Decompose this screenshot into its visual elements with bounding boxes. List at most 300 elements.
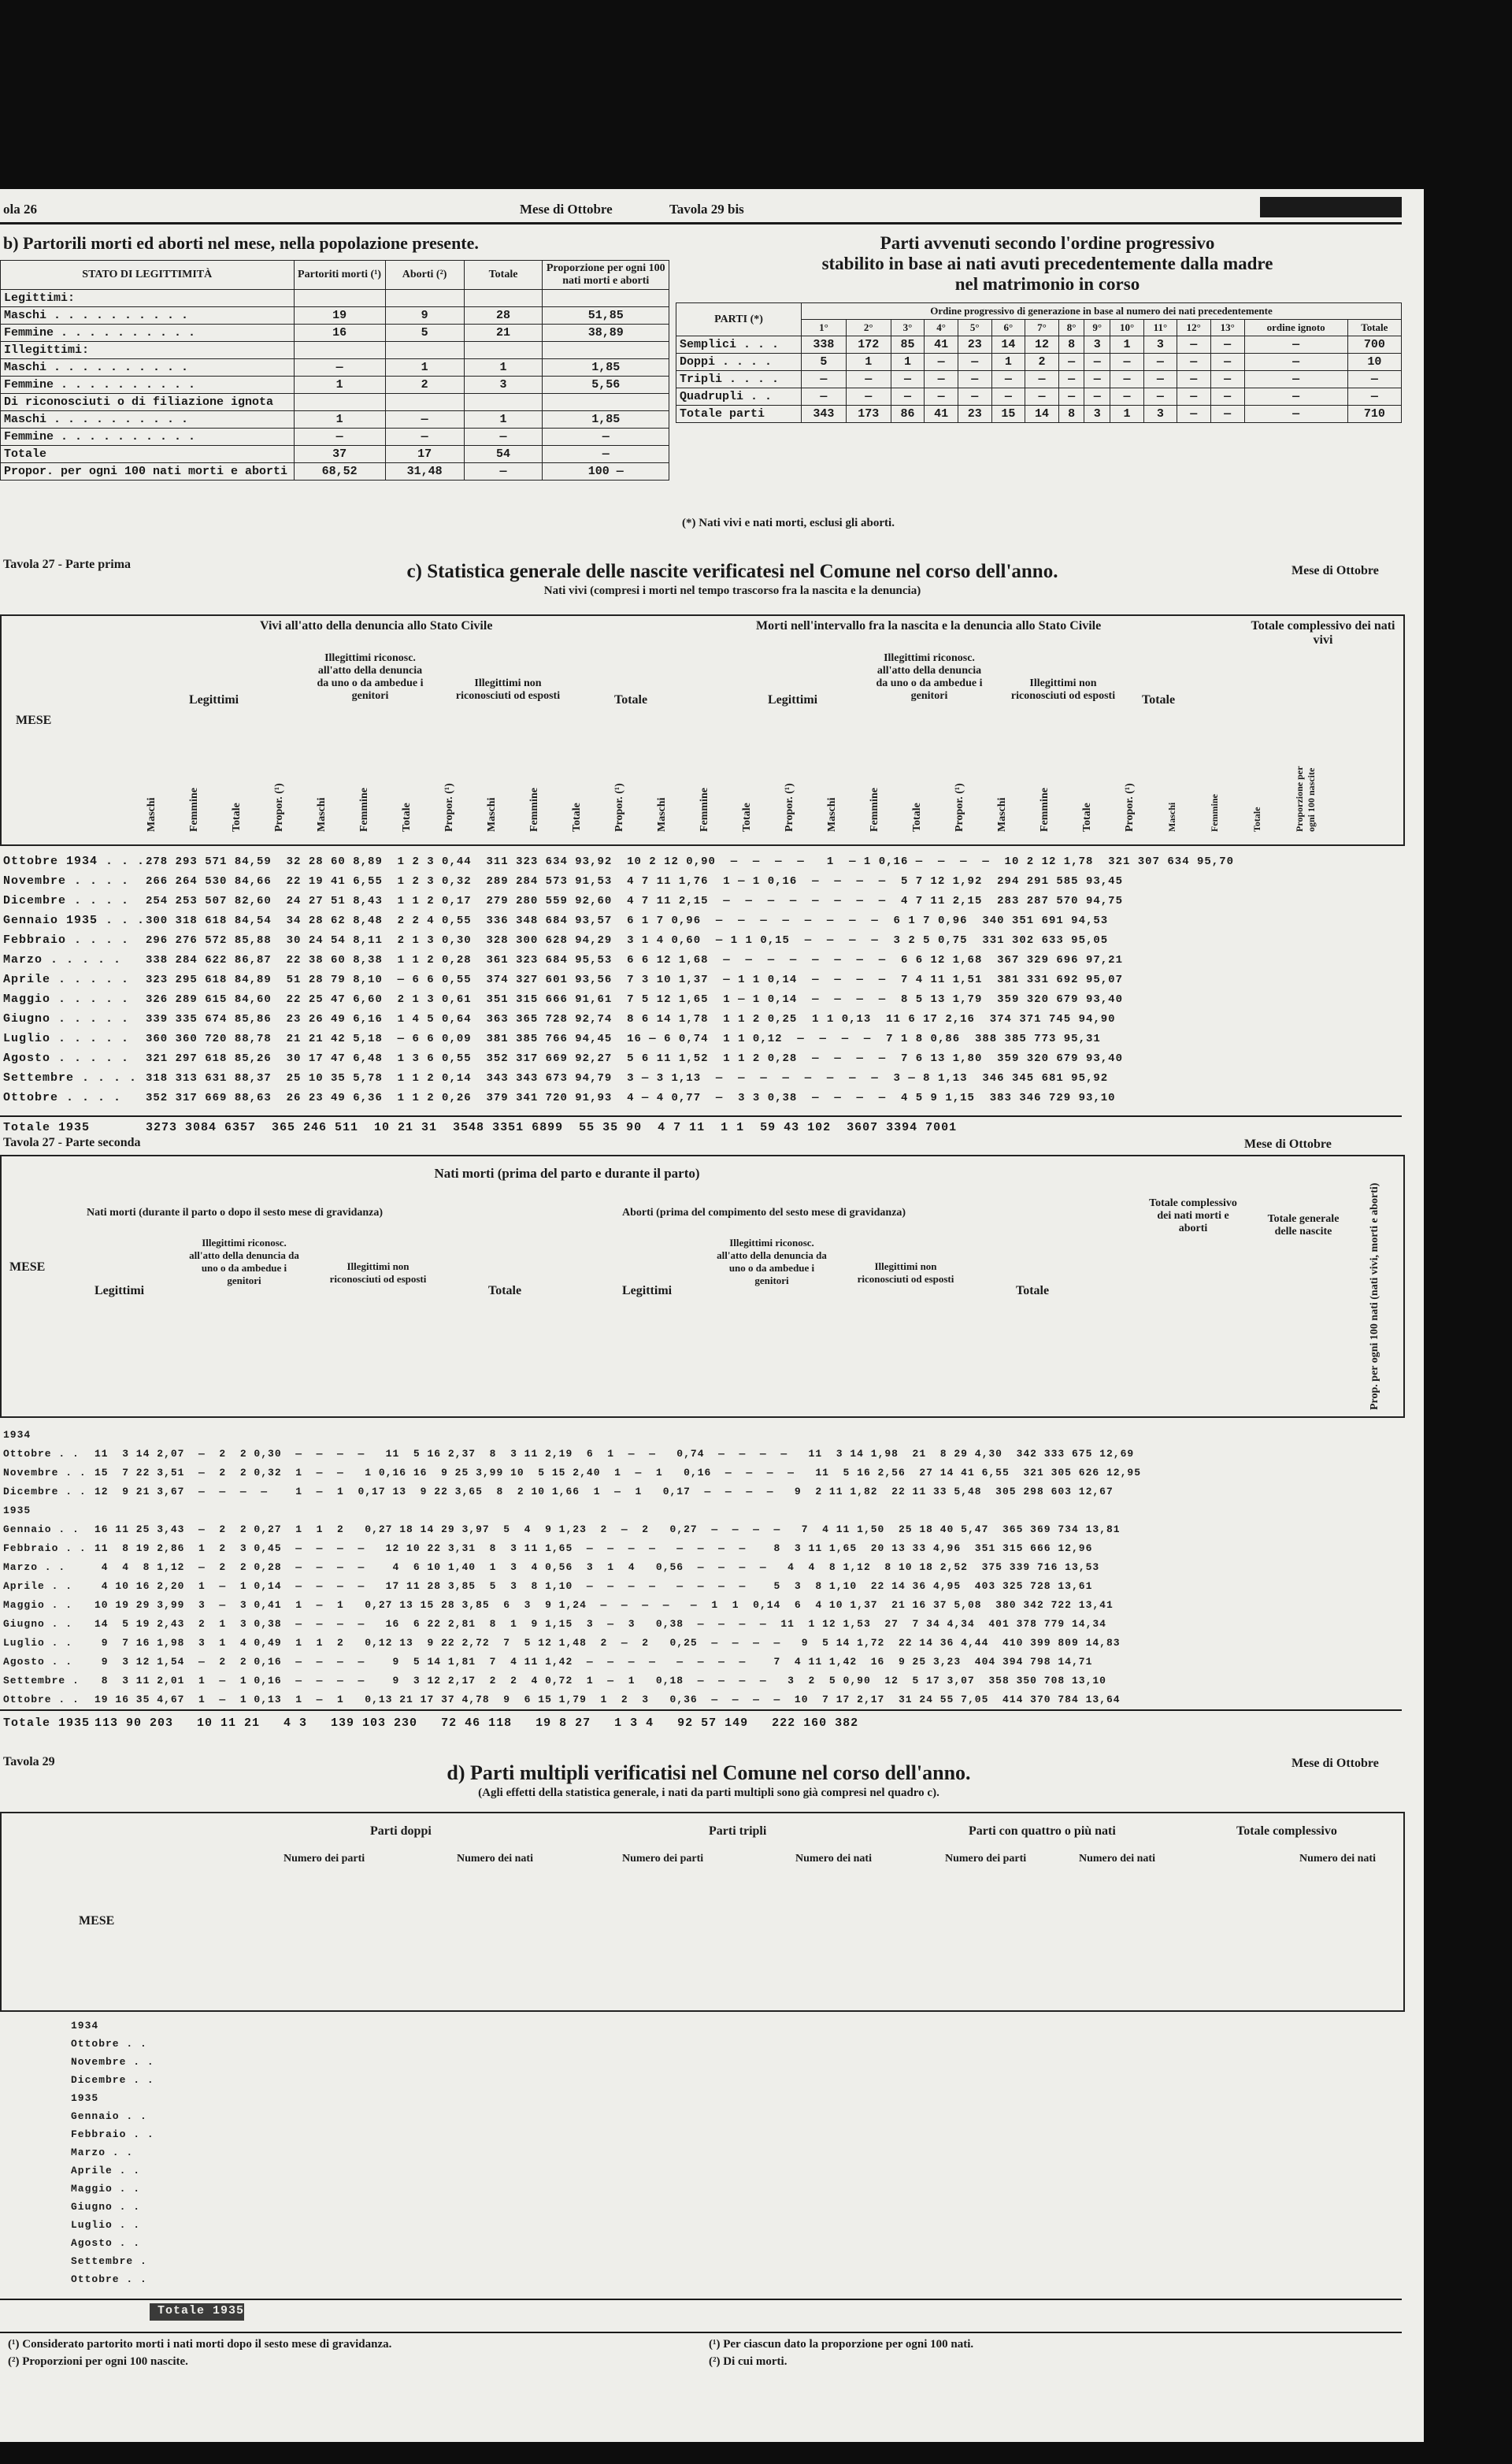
table-row	[0, 931, 1402, 951]
c-group-totale: Totale complessivo dei nati vivi	[1251, 619, 1395, 647]
table-row	[1, 325, 669, 342]
c-mese-label: MESE	[16, 714, 52, 727]
row-label: Illegittimi:	[1, 342, 295, 359]
row-label: Agosto . .	[3, 1656, 73, 1668]
parti-title-3: nel matrimonio in corso	[954, 274, 1140, 294]
row-label: Agosto . .	[71, 2237, 141, 2249]
table-cell: 86	[891, 406, 925, 423]
row-values: 10 19 29 3,99 3 — 3 0,41 1 — 1 0,27 13 15 28 3,85 6 3 9 1,24 — — — — — 1 1 0,14 6 4 10 1,37 21 16 37 5,08 380 342 722 13,41	[94, 1599, 1114, 1611]
table-cell	[385, 290, 464, 307]
table-cell: 100 —	[543, 463, 669, 481]
c-sub-legittimi: Legittimi	[189, 693, 239, 707]
table-cell: 343	[802, 406, 847, 423]
section-b-table	[0, 260, 669, 481]
c2-sub-legittimi: Legittimi	[94, 1284, 145, 1297]
table-row	[0, 1634, 1402, 1653]
table-row	[676, 354, 1402, 371]
table-row	[0, 2017, 1402, 2035]
table-cell	[464, 394, 543, 411]
table-cell: —	[991, 388, 1025, 406]
leaf-header: Totale	[1081, 803, 1093, 832]
row-values: 9 7 16 1,98 3 1 4 0,49 1 1 2 0,12 13 9 22 2,72 7 5 12 1,48 2 — 2 0,25 — — — — 9 5 14 1,72 22 14 36 4,44 410 399 809 14,83	[94, 1637, 1121, 1649]
leaf-header: Totale	[571, 803, 583, 832]
d-sub-num-nati-4: Numero dei nati	[1299, 1853, 1376, 1865]
row-label: Aprile . .	[3, 1580, 73, 1592]
table-cell: —	[991, 371, 1025, 388]
parti-title-1: Parti avvenuti secondo l'ordine progressivo	[880, 233, 1215, 253]
table-cell: 173	[846, 406, 891, 423]
leaf-header: Femmine	[699, 788, 710, 832]
table-row	[0, 1464, 1402, 1482]
table-cell: —	[1177, 371, 1210, 388]
row-label: Maschi . . . . . . . . . .	[1, 359, 295, 377]
leaf-header: Femmine	[1039, 788, 1051, 832]
column-header: 5°	[958, 320, 991, 336]
d-sub-num-nati-2: Numero dei nati	[795, 1853, 872, 1865]
row-values: 11 8 19 2,86 1 2 3 0,45 — — — — 12 10 22 3,31 8 3 11 1,65 — — — — — — — — 8 3 11 1,65 20 13 33 4,96 351 315 666 12,96	[94, 1542, 1093, 1554]
table-cell	[543, 290, 669, 307]
row-label: Quadrupli . .	[676, 388, 802, 406]
table-row	[0, 1426, 1402, 1445]
c-total-values: 3273 3084 6357 365 246 511 10 21 31 3548 3351 6899 55 35 90 4 7 11 1 1 59 43 102 3607 3394 7001	[146, 1121, 958, 1134]
row-label: 1934	[71, 2020, 99, 2032]
table-row	[0, 1653, 1402, 1672]
table-cell: —	[1144, 371, 1177, 388]
parti-title-2: stabilito in base ai nati avuti precedentemente dalla madre	[821, 254, 1273, 273]
row-label: Febbraio . .	[3, 1542, 87, 1554]
row-label: Doppi . . . .	[676, 354, 802, 371]
table-cell	[294, 290, 385, 307]
table-row	[1, 463, 669, 481]
row-label: Agosto . . . . .	[3, 1052, 130, 1065]
leaf-header: Proporzione per ogni 100 nascite	[1294, 766, 1317, 832]
row-values: 338 284 622 86,87 22 38 60 8,38 1 1 2 0,28 361 323 684 95,53 6 6 12 1,68 — — — — — — — — 6 6 12 1,68 367 329 696 97,21	[146, 954, 1123, 967]
d-group-totale: Totale complessivo	[1236, 1824, 1337, 1838]
table-cell: —	[1110, 354, 1144, 371]
c-total-rule	[0, 1115, 1402, 1117]
row-label: Dicembre . . . .	[3, 894, 130, 907]
table-row	[0, 2270, 1402, 2288]
table-cell: 1	[1110, 336, 1144, 354]
row-label: 1935	[3, 1505, 32, 1516]
row-label: Novembre . .	[71, 2056, 154, 2068]
table-row	[1, 394, 669, 411]
table-row	[0, 1501, 1402, 1520]
table-row	[0, 1089, 1402, 1108]
row-label: Giugno . . . . .	[3, 1012, 130, 1026]
row-values: 352 317 669 88,63 26 23 49 6,36 1 1 2 0,26 379 341 720 91,93 4 — 4 0,77 — 3 3 0,38 — — — — 4 5 9 1,15 383 346 729 93,10	[146, 1092, 1116, 1104]
footnote-left-1: (¹) Considerato partorito morti i nati morti dopo il sesto mese di gravidanza.	[8, 2338, 392, 2351]
table-row	[1, 290, 669, 307]
row-values: 360 360 720 88,78 21 21 42 5,18 — 6 6 0,09 381 385 766 94,45 16 — 6 0,74 1 1 0,12 — — — — 7 1 8 0,86 388 385 773 95,31	[146, 1033, 1101, 1045]
row-values: 4 4 8 1,12 — 2 2 0,28 — — — — 4 6 10 1,40 1 3 4 0,56 3 1 4 0,56 — — — — 4 4 8 1,12 8 10 18 2,52 375 339 716 13,53	[94, 1561, 1100, 1573]
table-row	[0, 1596, 1402, 1615]
row-label: Propor. per ogni 100 nati morti e aborti	[1, 463, 295, 481]
c-leaf-headers	[146, 756, 1402, 835]
table-row	[1, 377, 669, 394]
table-cell: —	[1210, 336, 1244, 354]
row-values: 323 295 618 84,89 51 28 79 8,10 — 6 6 0,55 374 327 601 93,56 7 3 10 1,37 — 1 1 0,14 — — — — 7 4 11 1,51 381 331 692 95,07	[146, 974, 1123, 986]
table-cell: —	[1210, 371, 1244, 388]
row-label: Tripli . . . .	[676, 371, 802, 388]
table-row	[0, 1558, 1402, 1577]
table-cell: —	[1210, 406, 1244, 423]
leaf-header: Femmine	[358, 788, 370, 832]
table-cell: 1	[991, 354, 1025, 371]
table-row	[676, 406, 1402, 423]
table-row	[0, 1690, 1402, 1709]
table-row	[0, 970, 1402, 990]
table-cell: 10	[1347, 354, 1401, 371]
row-values: 11 3 14 2,07 — 2 2 0,30 — — — — 11 5 16 2,37 8 3 11 2,19 6 1 — — 0,74 — — — — 11 3 14 1,98 21 8 29 4,30 342 333 675 12,69	[94, 1448, 1135, 1460]
table-cell: —	[1058, 354, 1084, 371]
column-header: 8°	[1058, 320, 1084, 336]
column-header: 1°	[802, 320, 847, 336]
table-cell: —	[1144, 388, 1177, 406]
c2-group-aborti: Aborti (prima del compimento del sesto mese di gravidanza)	[622, 1207, 906, 1219]
row-values: 300 318 618 84,54 34 28 62 8,48 2 2 4 0,55 336 348 684 93,57 6 1 7 0,96 — — — — — — — — 6 1 7 0,96 340 351 691 94,53	[146, 915, 1109, 927]
column-header: 4°	[925, 320, 958, 336]
section-d-month: Mese di Ottobre	[1292, 1757, 1379, 1770]
table-row	[0, 2143, 1402, 2162]
table-cell: 1	[294, 411, 385, 429]
column-header: 3°	[891, 320, 925, 336]
table-cell: —	[1110, 388, 1144, 406]
c2-group-generale: Totale generale delle nascite	[1267, 1213, 1340, 1238]
table-row	[0, 2234, 1402, 2252]
c-sub-ill-non-morti: Illegittimi non riconosciuti od esposti	[1010, 677, 1116, 702]
table-cell: 15	[991, 406, 1025, 423]
c-group-vivi: Vivi all'atto della denuncia allo Stato Civile	[260, 619, 493, 633]
table-cell: —	[802, 388, 847, 406]
leaf-header: Maschi	[656, 797, 668, 832]
column-header: 9°	[1084, 320, 1110, 336]
leaf-header: Maschi	[1166, 802, 1177, 832]
table-cell: 14	[991, 336, 1025, 354]
row-values: 326 289 615 84,60 22 25 47 6,60 2 1 3 0,61 351 315 666 91,61 7 5 12 1,65 1 — 1 0,14 — — — — 8 5 13 1,79 359 320 679 93,40	[146, 993, 1123, 1006]
table-cell: —	[958, 354, 991, 371]
header-table-ref: Tavola 29 bis	[669, 202, 744, 217]
section-d-subtitle: (Agli effetti della statistica generale, i nati da parti multipli sono già compresi nel quadro c).	[478, 1787, 939, 1799]
row-label: Settembre . . . .	[3, 1071, 138, 1085]
table-cell: 172	[846, 336, 891, 354]
leaf-header: Propor. (¹)	[954, 783, 965, 832]
table-cell: —	[802, 371, 847, 388]
table-cell: —	[1110, 371, 1144, 388]
row-label: Aprile . . . . .	[3, 973, 130, 986]
column-header: 10°	[1110, 320, 1144, 336]
leaf-header: Totale	[231, 803, 243, 832]
table-row	[0, 2216, 1402, 2234]
table-row	[0, 1520, 1402, 1539]
footnote-right-2: (²) Di cui morti.	[709, 2355, 788, 2368]
table-cell: —	[1058, 388, 1084, 406]
col-aborti: Aborti (²)	[385, 261, 464, 290]
table-cell: —	[1210, 354, 1244, 371]
d-sub-num-nati-1: Numero dei nati	[457, 1853, 533, 1865]
section-b-title: b) Partorili morti ed aborti nel mese, nella popolazione presente.	[3, 233, 479, 253]
table-cell: 31,48	[385, 463, 464, 481]
table-row	[0, 2180, 1402, 2198]
c-sub-totale-morti: Totale	[1142, 693, 1176, 707]
row-label: Novembre . . . .	[3, 874, 130, 888]
table-row	[0, 2252, 1402, 2270]
c2-group-prop: Prop. per ogni 100 nati (nati vivi, morti e aborti)	[1369, 1182, 1380, 1410]
table-cell	[385, 394, 464, 411]
c-total-label: Totale 1935	[3, 1121, 91, 1134]
table-cell: 1	[294, 377, 385, 394]
leaf-header: Femmine	[869, 788, 880, 832]
leaf-header: Totale	[911, 803, 923, 832]
c-sub-totale: Totale	[614, 693, 648, 707]
leaf-header: Femmine	[528, 788, 540, 832]
table-cell: 1,85	[543, 359, 669, 377]
c2-sub-ill-ric: Illegittimi riconosc. all'atto della denuncia da uno o da ambedue i genitori	[189, 1237, 299, 1286]
parti-table	[676, 302, 1402, 423]
table-cell: —	[1244, 388, 1347, 406]
leaf-header: Totale	[1251, 807, 1262, 832]
table-cell: 68,52	[294, 463, 385, 481]
table-cell: 3	[464, 377, 543, 394]
row-values: 8 3 11 2,01 1 — 1 0,16 — — — — 9 3 12 2,17 2 2 4 0,72 1 — 1 0,18 — — — — 3 2 5 0,90 12 5 17 3,07 358 350 708 13,10	[94, 1675, 1106, 1687]
row-label: Ottobre . .	[3, 1694, 80, 1705]
row-label: Novembre . .	[3, 1467, 87, 1479]
row-label: Dicembre . .	[3, 1486, 87, 1497]
footnote-right-1: (¹) Per ciascun dato la proporzione per ogni 100 nati.	[709, 2338, 974, 2351]
leaf-header: Maschi	[826, 797, 838, 832]
row-label: Marzo . .	[71, 2147, 134, 2158]
table-cell: 51,85	[543, 307, 669, 325]
table-row	[1, 359, 669, 377]
c2-group-totale: Totale complessivo dei nati morti e aborti	[1149, 1197, 1237, 1234]
table-cell: —	[1210, 388, 1244, 406]
table-cell	[294, 394, 385, 411]
table-cell: —	[1084, 388, 1110, 406]
table-cell: 41	[925, 406, 958, 423]
row-values: 266 264 530 84,66 22 19 41 6,55 1 2 3 0,32 289 284 573 91,53 4 7 11 1,76 1 — 1 0,16 — — — — 5 7 12 1,92 294 291 585 93,45	[146, 875, 1123, 888]
table-cell: —	[294, 429, 385, 446]
table-cell: —	[925, 354, 958, 371]
table-cell: —	[1244, 336, 1347, 354]
row-label: 1935	[71, 2092, 99, 2104]
column-header: Totale	[1347, 320, 1401, 336]
table-cell: 23	[958, 336, 991, 354]
table-row	[0, 1030, 1402, 1049]
row-values: 19 16 35 4,67 1 — 1 0,13 1 — 1 0,13 21 17 37 4,78 9 6 15 1,79 1 2 3 0,36 — — — — 10 7 17 2,17 31 24 55 7,05 414 370 784 13,64	[94, 1694, 1121, 1705]
table-cell: 1	[385, 359, 464, 377]
column-header: ordine ignoto	[1244, 320, 1347, 336]
table-cell: 8	[1058, 336, 1084, 354]
table-cell: 5	[385, 325, 464, 342]
column-header: 7°	[1025, 320, 1059, 336]
table-cell: 1	[846, 354, 891, 371]
header-month: Mese di Ottobre	[520, 202, 613, 217]
table-row	[1, 342, 669, 359]
row-values: 12 9 21 3,67 — — — — 1 — 1 0,17 13 9 22 3,65 8 2 10 1,66 1 — 1 0,17 — — — — 9 2 11 1,82 22 11 33 5,48 305 298 603 12,67	[94, 1486, 1114, 1497]
leaf-header: Femmine	[188, 788, 200, 832]
table-cell: 2	[1025, 354, 1059, 371]
table-cell: 1	[1110, 406, 1144, 423]
row-label: Maggio . . . . .	[3, 993, 130, 1006]
row-label: Febbraio . .	[71, 2128, 154, 2140]
row-label: Aprile . .	[71, 2165, 141, 2176]
leaf-header: Maschi	[996, 797, 1008, 832]
table-cell: —	[925, 371, 958, 388]
leaf-header: Maschi	[486, 797, 498, 832]
d-group-quattro: Parti con quattro o più nati	[969, 1824, 1116, 1838]
section-c-title: c) Statistica generale delle nascite verificatesi nel Comune nel corso dell'anno.	[406, 561, 1058, 582]
table-cell: —	[1084, 354, 1110, 371]
col-parti: PARTI (*)	[676, 303, 802, 336]
table-cell: 1	[464, 359, 543, 377]
c-sub-ill-ric: Illegittimi riconosc. all'atto della denuncia da uno o da ambedue i genitori	[317, 652, 424, 702]
row-values: 4 10 16 2,20 1 — 1 0,14 — — — — 17 11 28 3,85 5 3 8 1,10 — — — — — — — — 5 3 8 1,10 22 14 36 4,95 403 325 728 13,61	[94, 1580, 1093, 1592]
table-cell: —	[1177, 406, 1210, 423]
row-values: 254 253 507 82,60 24 27 51 8,43 1 1 2 0,17 279 280 559 92,60 4 7 11 2,15 — — — — — — — — 4 7 11 2,15 283 287 570 94,75	[146, 895, 1123, 907]
c2-sub-ill-ric-ab: Illegittimi riconosc. all'atto della denuncia da uno o da ambedue i genitori	[717, 1237, 827, 1286]
row-label: Dicembre . .	[71, 2074, 154, 2086]
col-ordine: Ordine progressivo di generazione in base al numero dei nati precedentemente	[802, 303, 1402, 320]
c2-sub-totale-ab: Totale	[1016, 1284, 1050, 1297]
table-cell: —	[1177, 354, 1210, 371]
table-cell: —	[385, 411, 464, 429]
header-dark-band	[1260, 197, 1402, 217]
table-cell	[543, 394, 669, 411]
row-label: Febbraio . . . .	[3, 933, 130, 947]
row-values: 15 7 22 3,51 — 2 2 0,32 1 — — 1 0,16 16 9 25 3,99 10 5 15 2,40 1 — 1 0,16 — — — — 11 5 16 2,56 27 14 41 6,55 321 305 626 12,95	[94, 1467, 1141, 1479]
table-row	[0, 852, 1402, 872]
row-label: Ottobre . . . .	[3, 1091, 122, 1104]
table-cell: —	[1025, 388, 1059, 406]
table-cell: 12	[1025, 336, 1059, 354]
row-values: 278 293 571 84,59 32 28 60 8,89 1 2 3 0,44 311 323 634 93,92 10 2 12 0,90 — — — — 1 — 1 0,16 — — — — 10 2 12 1,78 321 307 634 95,70	[146, 855, 1235, 868]
table-cell: —	[958, 388, 991, 406]
table-row	[0, 1577, 1402, 1596]
table-cell: 3	[1144, 336, 1177, 354]
row-label: Maschi . . . . . . . . . .	[1, 411, 295, 429]
table-cell: 9	[385, 307, 464, 325]
table-row	[0, 1049, 1402, 1069]
leaf-header: Maschi	[146, 797, 158, 832]
leaf-header: Propor. (¹)	[273, 783, 285, 832]
table-cell: 41	[925, 336, 958, 354]
row-label: Luglio . . . . .	[3, 1032, 130, 1045]
leaf-header: Propor. (¹)	[613, 783, 625, 832]
table-row	[0, 1010, 1402, 1030]
table-row	[1, 411, 669, 429]
column-header: 12°	[1177, 320, 1210, 336]
table-cell	[294, 342, 385, 359]
table-cell: 23	[958, 406, 991, 423]
table-row	[0, 2162, 1402, 2180]
row-label: Maggio . .	[71, 2183, 141, 2195]
table-cell: —	[1244, 406, 1347, 423]
section-c-month: Mese di Ottobre	[1292, 564, 1379, 577]
row-label: Totale	[1, 446, 295, 463]
table-cell: —	[846, 371, 891, 388]
table-cell: 16	[294, 325, 385, 342]
row-label: Gennaio . .	[3, 1523, 80, 1535]
table-cell: —	[464, 463, 543, 481]
table-cell	[464, 290, 543, 307]
table-cell: 5,56	[543, 377, 669, 394]
leaf-header: Propor. (¹)	[784, 783, 795, 832]
d-total-label: Totale 1935	[158, 2304, 245, 2317]
column-header: 6°	[991, 320, 1025, 336]
table-cell: 37	[294, 446, 385, 463]
c2-sub-totale: Totale	[488, 1284, 522, 1297]
table-row	[1, 429, 669, 446]
c2-sub-ill-non-ab: Illegittimi non riconosciuti od esposti	[857, 1260, 954, 1285]
leaf-header: Femmine	[1209, 794, 1220, 832]
c-group-morti: Morti nell'intervallo fra la nascita e la denuncia allo Stato Civile	[756, 619, 1102, 633]
row-label: Legittimi:	[1, 290, 295, 307]
column-header: 11°	[1144, 320, 1177, 336]
table-row	[676, 336, 1402, 354]
row-label: Ottobre 1934 . . .	[3, 855, 146, 868]
table-row	[1, 446, 669, 463]
c-sub-ill-ric-morti: Illegittimi riconosc. all'atto della denuncia da uno o da ambedue i genitori	[876, 652, 983, 702]
leaf-header: Propor. (¹)	[1124, 783, 1136, 832]
table-cell: 700	[1347, 336, 1401, 354]
table-cell: —	[543, 429, 669, 446]
table-cell: —	[1347, 388, 1401, 406]
table-cell: 338	[802, 336, 847, 354]
row-label: Semplici . . .	[676, 336, 802, 354]
table-cell: —	[891, 388, 925, 406]
table-cell: —	[1347, 371, 1401, 388]
leaf-header: Totale	[741, 803, 753, 832]
row-label: Luglio . .	[71, 2219, 141, 2231]
table-cell: 54	[464, 446, 543, 463]
c2-sub-ill-non: Illegittimi non riconosciuti od esposti	[329, 1260, 427, 1285]
col-proporzione: Proporzione per ogni 100 nati morti e aborti	[543, 261, 669, 290]
row-label: Di riconosciuti o di filiazione ignota	[1, 394, 295, 411]
row-label: Luglio . .	[3, 1637, 73, 1649]
table-cell: 1	[891, 354, 925, 371]
d-group-doppi: Parti doppi	[370, 1824, 432, 1838]
row-label: Femmine . . . . . . . . . .	[1, 325, 295, 342]
table-cell: —	[464, 429, 543, 446]
section-c2-table-ref: Tavola 27 - Parte seconda	[3, 1136, 141, 1149]
table-row	[0, 2035, 1402, 2053]
leaf-header: Propor. (¹)	[443, 783, 455, 832]
header-table-number: ola 26	[3, 202, 37, 217]
row-label: Ottobre . .	[71, 2273, 147, 2285]
table-cell	[464, 342, 543, 359]
table-row	[0, 2071, 1402, 2089]
table-row	[0, 951, 1402, 970]
row-values: 339 335 674 85,86 23 26 49 6,16 1 4 5 0,64 363 365 728 92,74 8 6 14 1,78 1 1 2 0,25 1 1 0,13 11 6 17 2,16 374 371 745 94,90	[146, 1013, 1116, 1026]
row-values: 321 297 618 85,26 30 17 47 6,48 1 3 6 0,55 352 317 669 92,27 5 6 11 1,52 1 1 2 0,28 — — — — 7 6 13 1,80 359 320 679 93,40	[146, 1052, 1123, 1065]
table-cell: 14	[1025, 406, 1059, 423]
d-sub-num-parti-3: Numero dei parti	[945, 1853, 1027, 1865]
c2-total-label: Totale 1935	[3, 1716, 91, 1730]
table-row	[0, 2089, 1402, 2107]
row-label: Marzo . .	[3, 1561, 66, 1573]
row-values: 9 3 12 1,54 — 2 2 0,16 — — — — 9 5 14 1,81 7 4 11 1,42 — — — — — — — — 7 4 11 1,42 16 9 25 3,23 404 394 798 14,71	[94, 1656, 1093, 1668]
col-partoriti: Partoriti morti (¹)	[294, 261, 385, 290]
table-row	[0, 1482, 1402, 1501]
row-label: Settembre .	[71, 2255, 147, 2267]
row-label: Settembre .	[3, 1675, 80, 1687]
d-sub-num-nati-3: Numero dei nati	[1079, 1853, 1155, 1865]
row-label: Gennaio 1935 . . .	[3, 914, 146, 927]
table-cell: 3	[1144, 406, 1177, 423]
row-label: Femmine . . . . . . . . . .	[1, 377, 295, 394]
row-label: Giugno . .	[3, 1618, 73, 1630]
d-total-rule	[0, 2299, 1402, 2300]
